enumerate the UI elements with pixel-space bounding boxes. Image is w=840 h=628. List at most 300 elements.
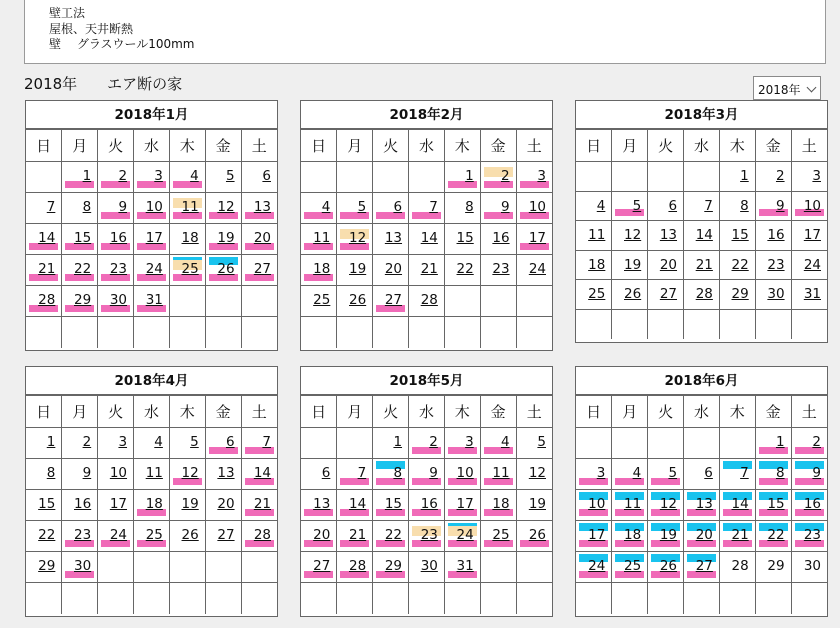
day-number[interactable]: 25	[588, 286, 606, 302]
day-number[interactable]: 18	[313, 261, 331, 277]
day-cell[interactable]	[612, 250, 648, 280]
day-number[interactable]: 6	[321, 465, 331, 481]
day-number[interactable]: 27	[695, 558, 713, 574]
day-cell[interactable]	[26, 459, 62, 490]
day-cell[interactable]	[205, 428, 241, 459]
day-cell[interactable]	[134, 521, 170, 552]
day-cell[interactable]	[169, 162, 205, 193]
day-number[interactable]: 26	[624, 286, 642, 302]
day-cell[interactable]	[98, 193, 134, 224]
day-number[interactable]: 11	[624, 496, 642, 512]
day-cell[interactable]	[409, 286, 445, 317]
day-number[interactable]: 14	[38, 230, 56, 246]
day-number[interactable]: 18	[181, 230, 199, 246]
day-cell[interactable]	[62, 193, 98, 224]
day-number[interactable]: 28	[695, 286, 713, 302]
day-cell[interactable]	[134, 255, 170, 286]
day-cell[interactable]	[169, 224, 205, 255]
year-select[interactable]	[753, 76, 821, 100]
day-cell[interactable]	[480, 428, 516, 459]
day-cell[interactable]	[134, 490, 170, 521]
day-cell[interactable]	[205, 193, 241, 224]
day-number[interactable]: 26	[181, 527, 199, 543]
day-cell[interactable]	[241, 193, 277, 224]
day-cell[interactable]	[444, 490, 480, 521]
day-cell[interactable]	[373, 193, 409, 224]
day-number[interactable]: 27	[253, 261, 271, 277]
day-cell[interactable]	[373, 428, 409, 459]
day-number[interactable]: 25	[313, 292, 331, 308]
day-number[interactable]: 25	[181, 261, 199, 277]
day-number[interactable]: 15	[767, 496, 785, 512]
day-cell[interactable]	[169, 490, 205, 521]
day-cell[interactable]	[516, 490, 552, 521]
day-cell[interactable]	[373, 224, 409, 255]
day-cell[interactable]	[480, 490, 516, 521]
day-cell[interactable]	[301, 490, 337, 521]
day-number[interactable]: 30	[74, 558, 92, 574]
day-cell[interactable]	[648, 459, 684, 490]
day-number[interactable]: 19	[349, 261, 367, 277]
day-cell[interactable]	[301, 521, 337, 552]
day-cell[interactable]	[98, 459, 134, 490]
day-cell[interactable]	[719, 521, 755, 552]
day-cell[interactable]	[98, 255, 134, 286]
day-number[interactable]: 14	[349, 496, 367, 512]
day-number[interactable]: 28	[731, 558, 749, 574]
day-cell[interactable]	[373, 255, 409, 286]
day-cell[interactable]	[648, 552, 684, 583]
day-cell[interactable]	[98, 286, 134, 317]
day-cell[interactable]	[444, 552, 480, 583]
day-cell[interactable]	[576, 250, 612, 280]
day-number[interactable]: 20	[384, 261, 403, 277]
day-number[interactable]: 2	[429, 434, 438, 450]
day-number[interactable]: 8	[393, 465, 403, 481]
day-number[interactable]: 21	[38, 261, 56, 277]
day-cell[interactable]	[444, 193, 480, 224]
day-number[interactable]: 10	[588, 496, 606, 512]
day-cell[interactable]	[26, 286, 62, 317]
day-number[interactable]: 29	[384, 558, 403, 574]
day-cell[interactable]	[409, 428, 445, 459]
day-cell[interactable]	[648, 221, 684, 251]
day-number[interactable]: 19	[659, 527, 678, 543]
day-number[interactable]: 21	[695, 256, 713, 273]
day-number[interactable]: 27	[217, 527, 235, 543]
day-cell[interactable]	[26, 552, 62, 583]
day-number[interactable]: 10	[803, 197, 821, 214]
day-cell[interactable]	[373, 521, 409, 552]
day-number[interactable]: 24	[456, 527, 474, 543]
day-number[interactable]: 28	[349, 558, 367, 574]
day-cell[interactable]	[62, 428, 98, 459]
day-number[interactable]: 26	[349, 292, 367, 308]
day-number[interactable]: 3	[812, 168, 821, 184]
day-cell[interactable]	[791, 459, 827, 490]
day-number[interactable]: 26	[217, 261, 235, 277]
day-cell[interactable]	[576, 221, 612, 251]
day-cell[interactable]	[409, 224, 445, 255]
day-number[interactable]: 28	[38, 292, 56, 308]
day-number[interactable]: 17	[145, 230, 163, 246]
day-number[interactable]: 6	[704, 465, 713, 481]
day-cell[interactable]	[791, 280, 827, 310]
day-number[interactable]: 9	[118, 199, 128, 215]
day-number[interactable]: 28	[420, 292, 438, 308]
day-number[interactable]: 30	[767, 286, 785, 302]
day-number[interactable]: 4	[500, 434, 510, 450]
day-cell[interactable]	[576, 280, 612, 310]
day-number[interactable]: 1	[46, 434, 56, 450]
day-cell[interactable]	[791, 552, 827, 583]
day-cell[interactable]	[755, 221, 791, 251]
day-number[interactable]: 20	[217, 496, 235, 512]
day-cell[interactable]	[612, 521, 648, 552]
day-cell[interactable]	[301, 286, 337, 317]
day-cell[interactable]	[444, 521, 480, 552]
day-cell[interactable]	[26, 521, 62, 552]
day-number[interactable]: 14	[420, 230, 438, 246]
day-number[interactable]: 23	[109, 261, 128, 277]
day-cell[interactable]	[241, 459, 277, 490]
day-cell[interactable]	[337, 521, 373, 552]
day-number[interactable]: 6	[393, 199, 403, 215]
day-number[interactable]: 23	[492, 261, 510, 277]
day-number[interactable]: 10	[528, 199, 546, 215]
day-number[interactable]: 1	[393, 434, 403, 450]
day-number[interactable]: 5	[225, 168, 235, 184]
day-number[interactable]: 27	[384, 292, 403, 308]
day-cell[interactable]	[373, 286, 409, 317]
day-cell[interactable]	[373, 552, 409, 583]
day-number[interactable]: 12	[217, 199, 235, 215]
day-number[interactable]: 24	[109, 527, 128, 543]
day-cell[interactable]	[755, 191, 791, 221]
day-cell[interactable]	[684, 459, 720, 490]
day-cell[interactable]	[205, 224, 241, 255]
day-number[interactable]: 7	[429, 199, 438, 215]
day-number[interactable]: 26	[659, 558, 678, 574]
day-cell[interactable]	[719, 191, 755, 221]
day-cell[interactable]	[444, 255, 480, 286]
day-cell[interactable]	[791, 521, 827, 552]
day-number[interactable]: 27	[659, 286, 678, 302]
day-cell[interactable]	[480, 162, 516, 193]
day-number[interactable]: 16	[492, 230, 510, 246]
day-number[interactable]: 23	[767, 256, 785, 273]
day-cell[interactable]	[337, 224, 373, 255]
day-number[interactable]: 19	[624, 256, 642, 273]
day-number[interactable]: 5	[357, 199, 367, 215]
day-number[interactable]: 30	[109, 292, 128, 308]
day-number[interactable]: 11	[181, 199, 199, 215]
day-cell[interactable]	[134, 224, 170, 255]
day-number[interactable]: 12	[349, 230, 367, 246]
day-cell[interactable]	[62, 255, 98, 286]
day-cell[interactable]	[755, 521, 791, 552]
day-cell[interactable]	[576, 552, 612, 583]
day-number[interactable]: 29	[38, 558, 56, 574]
day-cell[interactable]	[409, 255, 445, 286]
day-number[interactable]: 12	[181, 465, 199, 481]
day-number[interactable]: 17	[109, 496, 128, 512]
day-number[interactable]: 22	[456, 261, 474, 277]
day-cell[interactable]	[684, 221, 720, 251]
day-cell[interactable]	[337, 552, 373, 583]
day-cell[interactable]	[205, 255, 241, 286]
day-number[interactable]: 14	[695, 227, 713, 243]
day-cell[interactable]	[576, 459, 612, 490]
day-number[interactable]: 14	[253, 465, 271, 481]
day-cell[interactable]	[134, 428, 170, 459]
day-number[interactable]: 1	[775, 434, 785, 450]
day-cell[interactable]	[648, 490, 684, 521]
day-number[interactable]: 25	[492, 527, 510, 543]
day-number[interactable]: 26	[528, 527, 546, 543]
day-cell[interactable]	[301, 193, 337, 224]
day-number[interactable]: 13	[313, 496, 331, 512]
day-number[interactable]: 10	[456, 465, 474, 481]
day-cell[interactable]	[648, 280, 684, 310]
day-number[interactable]: 23	[74, 527, 92, 543]
day-cell[interactable]	[62, 552, 98, 583]
day-cell[interactable]	[755, 280, 791, 310]
day-cell[interactable]	[337, 490, 373, 521]
day-cell[interactable]	[684, 250, 720, 280]
day-cell[interactable]	[480, 224, 516, 255]
day-cell[interactable]	[612, 552, 648, 583]
day-number[interactable]: 5	[668, 465, 678, 481]
day-cell[interactable]	[791, 162, 827, 192]
day-number[interactable]: 13	[217, 465, 235, 481]
day-cell[interactable]	[755, 552, 791, 583]
day-number[interactable]: 14	[731, 496, 749, 512]
day-cell[interactable]	[169, 193, 205, 224]
day-cell[interactable]	[169, 428, 205, 459]
day-number[interactable]: 13	[253, 199, 271, 215]
day-number[interactable]: 11	[313, 230, 331, 246]
day-cell[interactable]	[373, 459, 409, 490]
day-number[interactable]: 8	[775, 465, 785, 481]
day-cell[interactable]	[98, 224, 134, 255]
day-number[interactable]: 4	[596, 197, 606, 214]
day-cell[interactable]	[205, 521, 241, 552]
day-number[interactable]: 13	[659, 227, 678, 243]
day-number[interactable]: 21	[349, 527, 367, 543]
day-cell[interactable]	[516, 162, 552, 193]
day-number[interactable]: 21	[253, 496, 271, 512]
day-number[interactable]: 30	[420, 558, 438, 574]
day-cell[interactable]	[337, 255, 373, 286]
day-number[interactable]: 29	[74, 292, 92, 308]
day-cell[interactable]	[516, 459, 552, 490]
day-number[interactable]: 7	[262, 434, 271, 450]
day-number[interactable]: 16	[803, 496, 821, 512]
day-cell[interactable]	[205, 490, 241, 521]
day-number[interactable]: 25	[624, 558, 642, 574]
day-number[interactable]: 9	[500, 199, 510, 215]
day-number[interactable]: 30	[803, 558, 821, 574]
day-number[interactable]: 8	[740, 197, 749, 214]
day-cell[interactable]	[26, 428, 62, 459]
day-cell[interactable]	[409, 490, 445, 521]
day-cell[interactable]	[409, 552, 445, 583]
day-number[interactable]: 29	[767, 558, 785, 574]
day-number[interactable]: 15	[38, 496, 56, 512]
day-number[interactable]: 11	[492, 465, 510, 481]
day-cell[interactable]	[337, 286, 373, 317]
day-cell[interactable]	[98, 490, 134, 521]
day-number[interactable]: 16	[420, 496, 438, 512]
day-number[interactable]: 31	[145, 292, 163, 308]
day-cell[interactable]	[444, 459, 480, 490]
day-number[interactable]: 7	[704, 197, 713, 214]
day-cell[interactable]	[98, 521, 134, 552]
day-cell[interactable]	[791, 191, 827, 221]
day-number[interactable]: 17	[803, 227, 821, 243]
day-cell[interactable]	[205, 162, 241, 193]
day-number[interactable]: 1	[82, 168, 92, 184]
day-cell[interactable]	[409, 193, 445, 224]
day-cell[interactable]	[480, 255, 516, 286]
day-number[interactable]: 16	[109, 230, 128, 246]
day-cell[interactable]	[684, 521, 720, 552]
day-number[interactable]: 29	[731, 286, 749, 302]
day-cell[interactable]	[755, 459, 791, 490]
day-cell[interactable]	[791, 428, 827, 459]
day-number[interactable]: 22	[38, 527, 56, 543]
day-number[interactable]: 2	[82, 434, 92, 450]
day-cell[interactable]	[62, 521, 98, 552]
day-cell[interactable]	[241, 428, 277, 459]
day-number[interactable]: 31	[803, 286, 821, 302]
day-number[interactable]: 7	[740, 465, 749, 481]
day-cell[interactable]	[576, 191, 612, 221]
day-cell[interactable]	[719, 162, 755, 192]
day-number[interactable]: 21	[420, 261, 438, 277]
day-cell[interactable]	[516, 224, 552, 255]
day-cell[interactable]	[684, 552, 720, 583]
day-cell[interactable]	[301, 224, 337, 255]
day-cell[interactable]	[26, 193, 62, 224]
day-number[interactable]: 5	[632, 197, 642, 214]
day-cell[interactable]	[648, 250, 684, 280]
day-number[interactable]: 2	[118, 168, 128, 184]
day-cell[interactable]	[755, 162, 791, 192]
day-cell[interactable]	[791, 490, 827, 521]
day-number[interactable]: 6	[668, 197, 678, 214]
day-cell[interactable]	[62, 459, 98, 490]
day-number[interactable]: 9	[429, 465, 438, 481]
day-cell[interactable]	[612, 221, 648, 251]
day-cell[interactable]	[444, 224, 480, 255]
day-cell[interactable]	[719, 552, 755, 583]
day-number[interactable]: 23	[803, 527, 821, 543]
day-number[interactable]: 10	[145, 199, 163, 215]
day-cell[interactable]	[241, 162, 277, 193]
day-number[interactable]: 13	[695, 496, 713, 512]
day-number[interactable]: 28	[253, 527, 271, 543]
day-cell[interactable]	[719, 221, 755, 251]
day-number[interactable]: 20	[313, 527, 331, 543]
day-cell[interactable]	[134, 162, 170, 193]
day-number[interactable]: 22	[74, 261, 92, 277]
day-number[interactable]: 2	[775, 168, 785, 184]
day-number[interactable]: 22	[384, 527, 403, 543]
day-number[interactable]: 20	[253, 230, 271, 246]
day-cell[interactable]	[62, 286, 98, 317]
day-number[interactable]: 31	[456, 558, 474, 574]
day-cell[interactable]	[516, 428, 552, 459]
day-cell[interactable]	[98, 428, 134, 459]
day-number[interactable]: 3	[118, 434, 128, 450]
day-number[interactable]: 7	[46, 199, 56, 215]
day-number[interactable]: 16	[74, 496, 92, 512]
day-cell[interactable]	[301, 255, 337, 286]
day-number[interactable]: 6	[262, 168, 271, 184]
day-cell[interactable]	[719, 459, 755, 490]
day-number[interactable]: 17	[528, 230, 546, 246]
day-cell[interactable]	[516, 255, 552, 286]
day-number[interactable]: 4	[321, 199, 331, 215]
day-cell[interactable]	[409, 521, 445, 552]
day-cell[interactable]	[134, 193, 170, 224]
day-number[interactable]: 18	[145, 496, 163, 512]
day-number[interactable]: 24	[588, 558, 606, 574]
day-number[interactable]: 27	[313, 558, 331, 574]
day-cell[interactable]	[169, 255, 205, 286]
day-cell[interactable]	[791, 250, 827, 280]
day-cell[interactable]	[612, 191, 648, 221]
day-number[interactable]: 12	[528, 465, 546, 481]
day-cell[interactable]	[684, 490, 720, 521]
day-number[interactable]: 9	[812, 465, 821, 481]
day-number[interactable]: 3	[596, 465, 606, 481]
day-cell[interactable]	[134, 286, 170, 317]
day-number[interactable]: 25	[145, 527, 163, 543]
day-number[interactable]: 10	[109, 465, 128, 481]
day-number[interactable]: 23	[420, 527, 438, 543]
day-cell[interactable]	[719, 250, 755, 280]
day-cell[interactable]	[373, 490, 409, 521]
day-number[interactable]: 4	[632, 465, 642, 481]
day-cell[interactable]	[719, 490, 755, 521]
day-number[interactable]: 2	[812, 434, 821, 450]
day-cell[interactable]	[301, 459, 337, 490]
day-cell[interactable]	[169, 521, 205, 552]
day-number[interactable]: 4	[154, 434, 163, 450]
day-number[interactable]: 5	[537, 434, 546, 450]
day-cell[interactable]	[684, 280, 720, 310]
day-cell[interactable]	[241, 255, 277, 286]
day-number[interactable]: 22	[731, 256, 749, 273]
day-number[interactable]: 9	[775, 197, 785, 214]
day-number[interactable]: 12	[624, 227, 642, 243]
day-cell[interactable]	[26, 255, 62, 286]
day-number[interactable]: 6	[225, 434, 235, 450]
day-number[interactable]: 20	[695, 527, 713, 543]
day-cell[interactable]	[755, 490, 791, 521]
day-cell[interactable]	[576, 490, 612, 521]
day-number[interactable]: 7	[357, 465, 367, 481]
day-number[interactable]: 3	[465, 434, 474, 450]
day-cell[interactable]	[648, 521, 684, 552]
day-cell[interactable]	[241, 521, 277, 552]
day-cell[interactable]	[134, 459, 170, 490]
day-number[interactable]: 20	[659, 256, 678, 273]
day-cell[interactable]	[576, 521, 612, 552]
